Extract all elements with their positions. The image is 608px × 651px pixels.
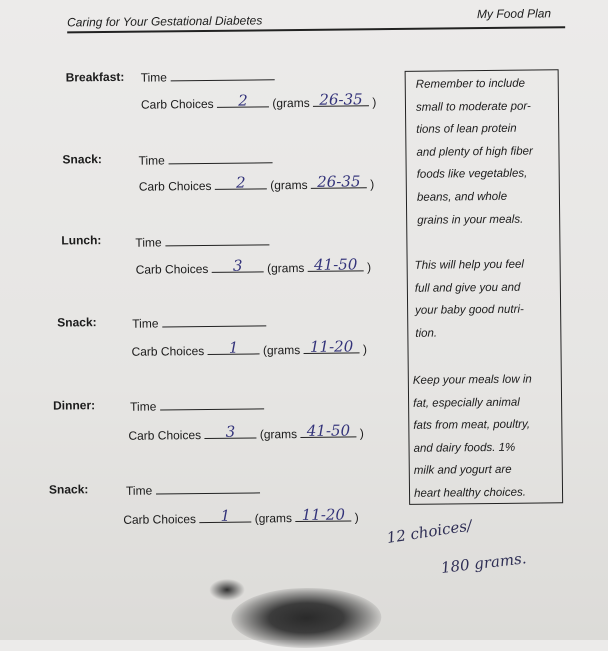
carb-row-breakfast xyxy=(140,90,377,112)
carb-choices-blank[interactable] xyxy=(212,256,264,275)
note-line: full and give you and xyxy=(414,281,521,295)
time-blank[interactable] xyxy=(162,314,266,327)
carb-choices-value: 2 xyxy=(238,91,248,110)
note-line: tions of lean protein xyxy=(416,122,517,136)
grams-label: (grams xyxy=(262,343,301,358)
time-row-snack-2 xyxy=(132,314,266,330)
carb-row-snack-3 xyxy=(123,505,359,527)
time-label: Time xyxy=(125,483,153,498)
carb-choices-value: 2 xyxy=(235,173,246,192)
meal-label-breakfast: Breakfast: xyxy=(65,69,125,85)
carb-choices-label: Carb Choices xyxy=(128,428,202,443)
grams-value: 11-20 xyxy=(301,505,346,524)
handwritten-total-grams: 180 grams. xyxy=(440,549,528,577)
note-line: and plenty of high fiber xyxy=(416,145,533,159)
carb-row-dinner xyxy=(128,421,364,443)
grams-close: ) xyxy=(359,426,364,441)
meal-label-dinner: Dinner: xyxy=(53,398,96,413)
grams-blank[interactable] xyxy=(295,505,351,524)
time-row-snack-3 xyxy=(126,481,260,497)
grams-close: ) xyxy=(354,510,359,525)
meal-label-snack-3: Snack: xyxy=(48,482,89,497)
note-line: milk and yogurt are xyxy=(413,464,512,478)
time-label: Time xyxy=(130,399,157,414)
note-line: small to moderate por- xyxy=(415,100,531,114)
time-blank[interactable] xyxy=(170,68,274,81)
carb-row-snack-2 xyxy=(131,337,368,359)
note-paragraph-2 xyxy=(415,254,525,346)
time-row-breakfast xyxy=(141,68,275,84)
grams-label: (grams xyxy=(254,511,293,526)
note-line: and dairy foods. 1% xyxy=(413,441,516,455)
grams-value: 26-35 xyxy=(317,172,361,191)
grams-value: 26-35 xyxy=(319,90,363,109)
note-line: your baby good nutri- xyxy=(415,303,524,317)
grams-blank[interactable] xyxy=(311,172,367,191)
time-blank[interactable] xyxy=(155,481,259,494)
time-label: Time xyxy=(135,235,162,250)
grams-value: 11-20 xyxy=(309,337,354,356)
note-line: Keep your meals low in xyxy=(412,373,532,387)
grams-label: (grams xyxy=(266,260,305,276)
carb-choices-value: 1 xyxy=(220,506,231,525)
time-label: Time xyxy=(132,316,159,331)
meal-label-snack-1: Snack: xyxy=(62,152,102,167)
carb-row-lunch xyxy=(135,255,372,277)
ink-smudge xyxy=(209,579,245,601)
grams-value: 41-50 xyxy=(306,421,351,440)
time-row-lunch xyxy=(135,233,269,249)
time-blank[interactable] xyxy=(165,233,269,246)
time-label: Time xyxy=(140,70,167,85)
time-blank[interactable] xyxy=(168,151,272,164)
carb-choices-blank[interactable] xyxy=(207,338,259,357)
grams-close: ) xyxy=(362,342,368,357)
carb-choices-label: Carb Choices xyxy=(140,96,214,112)
grams-value: 41-50 xyxy=(313,255,358,274)
header-right-title: My Food Plan xyxy=(476,6,552,22)
carb-choices-value: 1 xyxy=(228,338,239,357)
grams-label: (grams xyxy=(259,427,298,442)
handwritten-total-choices: 12 choices/ xyxy=(385,516,474,547)
grams-close: ) xyxy=(372,95,377,110)
note-paragraph-1 xyxy=(416,73,534,232)
ink-smudge xyxy=(231,587,382,649)
carb-choices-value: 3 xyxy=(232,256,243,275)
grams-blank[interactable] xyxy=(304,337,360,356)
carb-choices-blank[interactable] xyxy=(199,506,251,525)
carb-row-snack-1 xyxy=(138,172,375,194)
note-line: grains in your meals. xyxy=(417,213,524,227)
time-blank[interactable] xyxy=(160,397,264,410)
grams-blank[interactable] xyxy=(308,255,364,274)
carb-choices-value: 3 xyxy=(225,422,236,441)
carb-choices-label: Carb Choices xyxy=(131,344,205,359)
meal-label-snack-2: Snack: xyxy=(57,315,97,330)
meal-label-lunch: Lunch: xyxy=(61,233,102,248)
grams-label: (grams xyxy=(270,177,308,193)
grams-close: ) xyxy=(367,260,372,275)
note-line: This will help you feel xyxy=(414,258,525,272)
carb-choices-blank[interactable] xyxy=(215,173,267,192)
time-label: Time xyxy=(138,153,165,168)
note-paragraph-3 xyxy=(413,369,533,506)
grams-blank[interactable] xyxy=(300,421,356,440)
note-line: Remember to include xyxy=(415,77,526,91)
note-line: tion. xyxy=(415,327,438,340)
note-line: foods like vegetables, xyxy=(416,167,528,182)
note-line: beans, and whole xyxy=(416,190,508,204)
grams-close: ) xyxy=(370,177,375,192)
note-line: heart healthy choices. xyxy=(413,486,526,500)
time-row-snack-1 xyxy=(138,151,272,167)
carb-choices-blank[interactable] xyxy=(204,422,256,441)
carb-choices-label: Carb Choices xyxy=(123,512,197,527)
carb-choices-label: Carb Choices xyxy=(138,178,212,194)
note-line: fats from meat, poultry, xyxy=(413,418,531,433)
note-line: fat, especially animal xyxy=(413,396,520,410)
time-row-dinner xyxy=(130,397,264,413)
carb-choices-label: Carb Choices xyxy=(135,261,209,277)
grams-label: (grams xyxy=(272,95,310,111)
header-left-title: Caring for Your Gestational Diabetes xyxy=(67,13,263,30)
carb-choices-blank[interactable] xyxy=(217,91,269,110)
grams-blank[interactable] xyxy=(313,90,369,109)
